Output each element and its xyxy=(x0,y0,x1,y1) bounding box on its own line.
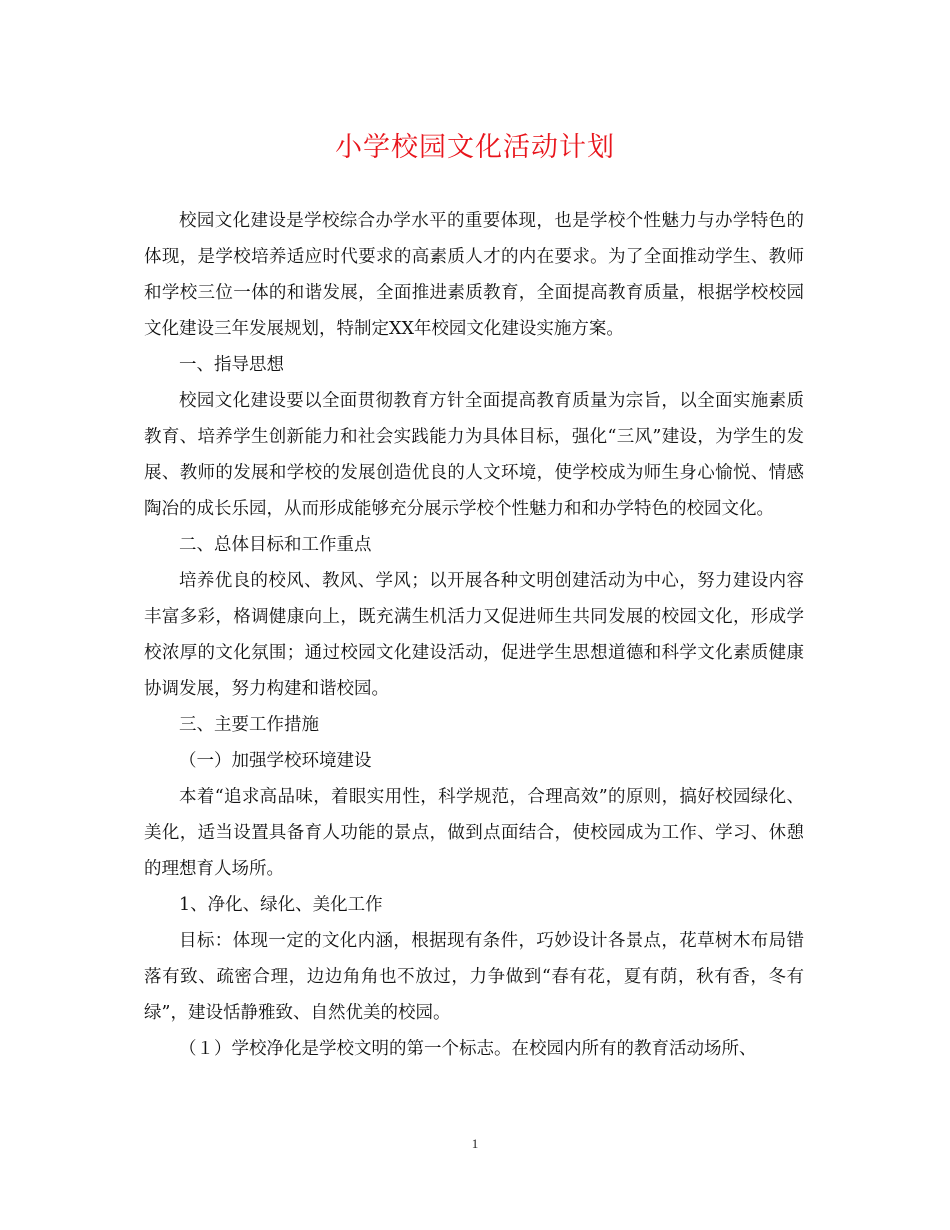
document-body xyxy=(144,203,804,1067)
heading-guiding-thought: 一、指导思想 xyxy=(179,355,284,375)
heading-overall-goals: 二、总体目标和工作重点 xyxy=(179,535,372,555)
document-title: 小学校园文化活动计划 xyxy=(335,132,615,163)
paragraph-environment: 本着“追求高品味，着眼实用性，科学规范，合理高效”的原则，搞好校园绿化、美化，适当设置具备育人功能的景点，做到点面结合，使校园成为工作、学习、休憩的理想育人场所。 xyxy=(144,787,804,879)
paragraph-cleanliness: （１）学校净化是学校文明的第一个标志。在校园内所有的教育活动场所、 xyxy=(179,1039,757,1059)
subheading-environment: （一）加强学校环境建设 xyxy=(179,751,372,771)
paragraph-intro: 校园文化建设是学校综合办学水平的重要体现，也是学校个性魅力与办学特色的体现，是学校培养适应时代要求的高素质人才的内在要求。为了全面推动学生、教师和学校三位一体的和谐发展，全面推进素质教育，全面提高教育质量，根据学校校园文化建设三年发展规划，特制定XX年校园文化建设实施方案。 xyxy=(144,211,804,339)
paragraph-greening-goal: 目标：体现一定的文化内涵，根据现有条件，巧妙设计各景点，花草树木布局错落有致、疏密合理，边边角角也不放过，力争做到“春有花，夏有荫，秋有香，冬有绿”，建设恬静雅致、自然优美的校园。 xyxy=(144,931,804,1023)
heading-main-measures: 三、主要工作措施 xyxy=(179,715,319,735)
paragraph-overall-goals: 培养优良的校风、教风、学风；以开展各种文明创建活动为中心，努力建设内容丰富多彩，格调健康向上，既充满生机活力又促进师生共同发展的校园文化，形成学校浓厚的文化氛围；通过校园文化建设活动，促进学生思想道德和科学文化素质健康协调发展，努力构建和谐校园。 xyxy=(144,571,804,699)
page-number: 1 xyxy=(471,1136,479,1151)
paragraph-guiding-thought: 校园文化建设要以全面贯彻教育方针全面提高教育质量为宗旨，以全面实施素质教育、培养学生创新能力和社会实践能力为具体目标，强化“三风”建设，为学生的发展、教师的发展和学校的发展创造优良的人文环境，使学校成为师生身心愉悦、情感陶冶的成长乐园，从而形成能够充分展示学校个性魅力和和办学特色的校园文化。 xyxy=(144,391,804,519)
subheading-greening: 1、净化、绿化、美化工作 xyxy=(179,895,383,915)
